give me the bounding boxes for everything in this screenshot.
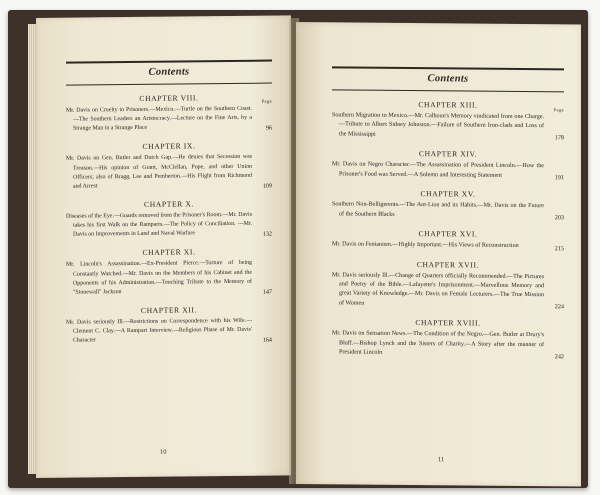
chapter-entry (332, 259, 564, 311)
left-page (36, 15, 291, 478)
page-folio: 11 (438, 456, 445, 464)
left-contents (66, 60, 272, 347)
chapter-entry (66, 141, 272, 192)
chapter-title: CHAPTER XVI. (418, 229, 478, 239)
chapter-summary: Mr. Davis on Sensation News.—The Condition of the Negro.—Gen. Butler at Drury's Bluff.—Bishop Lynch and the Sisters of Charity.—A Story after the manner of President Lincoln (332, 330, 544, 356)
chapter-page-number: 132 (262, 230, 272, 239)
contents-heading: Contents (148, 66, 190, 78)
chapter-entry (66, 304, 272, 346)
right-page (296, 22, 581, 486)
chapter-entry (66, 199, 272, 241)
chapter-summary: Mr. Davis on Gen. Butler and Dutch Gap.—He denies that Secession was Treason.—His opinion of Grant, McClellan, Pope, and other Union Officers; also of Bragg, Lee and Pemberton.—His Flight from Richmond and Arrest (66, 154, 252, 190)
chapter-summary: Mr. Davis on Cruelty to Prisoners.—Mexico.—Turtle on the Southern Coast.—The Southern Leaders an Aristocracy.—Lecture on the Fine Arts, by a Strange Man in a Strange Place (66, 105, 252, 132)
chapter-page-number: 242 (554, 352, 564, 360)
chapter-title: CHAPTER XII. (140, 305, 198, 315)
chapter-entry (332, 149, 564, 182)
chapter-page-number: 215 (554, 244, 564, 252)
heading-rule-bottom (66, 83, 272, 86)
chapter-page-number: 147 (262, 288, 272, 296)
chapter-summary: Southern Migration to Mexico.—Mr. Calhoun's Memory vindicated from one Charge.—Tribute to Albert Sidney Johnston.—Failure of Southern Iron-clads and Loss of the Mississippi (332, 112, 544, 138)
chapter-entry (332, 228, 564, 251)
chapter-page-number: 96 (265, 124, 272, 133)
chapter-summary: Southern Non-Belligerents.—The Ant-Lion and its Habits.—Mr. Davis on the Future of the Southern Blacks (332, 201, 544, 218)
page-column-label: Page (553, 107, 564, 113)
chapter-title: CHAPTER XIII. (418, 100, 478, 110)
chapter-entry (332, 318, 564, 360)
right-contents (332, 66, 564, 360)
chapter-page-number: 178 (554, 134, 564, 142)
page-folio: 10 (160, 448, 167, 456)
chapter-title: CHAPTER XVIII. (415, 318, 481, 328)
chapter-title: CHAPTER XV. (420, 189, 476, 199)
chapter-entry (66, 93, 272, 135)
chapter-entry (66, 247, 272, 298)
chapter-title: CHAPTER VIII. (139, 93, 199, 103)
chapter-title: CHAPTER IX. (142, 141, 196, 152)
chapter-entry (332, 99, 564, 141)
chapter-summary: Mr. Davis seriously Ill.—Change of Quarters officially Recommended.—The Pictures and Poetry of the Bible.—Lafayette's Imprisonment.—Marvellous Memory and great Variety of Knowledge.—Mr. Davis on Female Lecturers.—The True Mission of Women (332, 271, 544, 307)
chapter-summary: Diseases of the Eye.—Guards removed from the Prisoner's Room.—Mr. Davis takes his first Walk on the Ramparts.—The Policy of Conciliation. —Mr. Davis on Improvements in Land and Naval Warfare (66, 211, 252, 238)
chapter-summary: Mr. Davis seriously Ill.—Restrictions on Correspondence with his Wife.—Clement C. Clay.—A Rampart Interview.—Religious Phase of Mr. Davis' Character (66, 317, 252, 344)
chapter-page-number: 164 (262, 336, 272, 345)
chapter-summary: Mr. Davis on Negro Character.—The Assassination of President Lincoln.—How the Prisoner's Food was Served.—A Solemn and Interesting Statement (332, 161, 544, 179)
chapter-title: CHAPTER X. (144, 199, 194, 209)
chapter-page-number: 203 (554, 214, 564, 222)
chapter-title: CHAPTER XVII. (416, 259, 480, 270)
chapter-entry (332, 189, 564, 222)
chapter-page-number: 224 (554, 303, 564, 311)
chapter-page-number: 191 (554, 174, 564, 182)
chapter-title: CHAPTER XIV. (418, 149, 478, 159)
contents-heading: Contents (427, 73, 469, 85)
chapter-summary: Mr. Lincoln's Assassination.—Ex-President Pierce.—Torture of being Constantly Watched.—Mr. Davis on the Members of his Cabinet and the Opponents of his Administration.—Touching Tribute to the Memory of "Stonewall" Jackson (66, 260, 252, 296)
chapter-summary: Mr. Davis on Fenianism.—Highly Important.—His Views of Reconstruction (332, 241, 519, 250)
chapter-page-number: 109 (262, 182, 272, 190)
chapter-title: CHAPTER XI. (142, 247, 196, 258)
page-column-label: Page (261, 98, 272, 104)
heading-rule-bottom (332, 89, 564, 92)
